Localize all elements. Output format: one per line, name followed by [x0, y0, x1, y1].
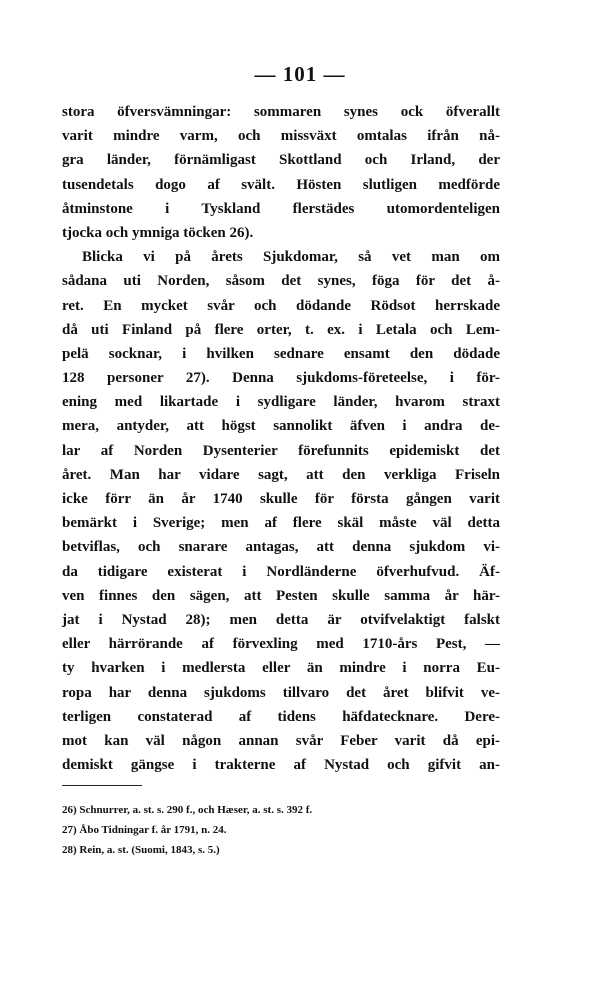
page-number: — 101 —: [254, 62, 346, 86]
text-line: lar af Norden Dysenterier förefunnits epidemiskt det: [62, 442, 500, 459]
text-line: åtminstone i Tyskland flerstädes utomordenteligen: [62, 200, 500, 217]
text-line: tjocka och ymniga töcken 26).: [62, 224, 254, 241]
footnote-divider: [62, 785, 142, 786]
text-line: stora öfversvämningar: sommaren synes ock öfverallt: [62, 104, 500, 120]
text-line: mera, antyder, att högst sannolikt äfven i andra de-: [62, 418, 500, 435]
text-line: pelä socknar, i hvilken sednare ensamt den dödade: [62, 345, 500, 362]
text-line: då uti Finland på flere orter, t. ex. i Letala och Lem-: [62, 321, 500, 338]
text-line: icke förr än år 1740 skulle för första gången varit: [62, 491, 500, 507]
text-line: gra länder, förnämligast Skottland och Irland, der: [62, 152, 500, 169]
text-line: ropa har denna sjukdoms tillvaro det året blifvit ve-: [62, 684, 500, 701]
text-line: mot kan väl någon annan svår Feber varit då epi-: [62, 732, 500, 749]
text-line: bemärkt i Sverige; men af flere skäl måste väl detta: [62, 515, 500, 532]
text-line: demiskt gängse i trakterne af Nystad och gifvit an-: [62, 757, 500, 774]
text-line: sådana uti Norden, såsom det synes, föga för det å-: [62, 273, 500, 290]
text-line: ret. En mycket svår och dödande Rödsot herrskade: [62, 297, 500, 314]
text-line: tusendetals dogo af svält. Hösten slutligen medförde: [62, 176, 500, 193]
text-line: jat i Nystad 28); men detta är otvifvelaktigt falskt: [62, 611, 500, 628]
text-line: året. Man har vidare sagt, att den verkliga Friseln: [62, 466, 500, 483]
text-line: betviflas, och snarare antagas, att denna sjukdom vi-: [62, 539, 500, 556]
text-line: eller härrörande af förvexling med 1710-års Pest, —: [62, 636, 500, 653]
text-line: ening med likartade i sydligare länder, hvarom straxt: [62, 394, 500, 411]
footnote: 27) Åbo Tidningar f. år 1791, n. 24.: [62, 824, 227, 836]
text-line: Blicka vi på årets Sjukdomar, så vet man om: [82, 249, 500, 266]
text-line: ty hvarken i medlersta eller än mindre i norra Eu-: [62, 660, 500, 677]
text-line: terligen constaterad af tidens häfdatecknare. Dere-: [62, 708, 500, 725]
text-line: 128 personer 27). Denna sjukdoms-företeelse, i för-: [62, 370, 500, 387]
footnote: 26) Schnurrer, a. st. s. 290 f., och Hæser, a. st. s. 392 f.: [62, 804, 313, 816]
text-line: da tidigare existerat i Nordländerne öfverhufvud. Äf-: [62, 563, 500, 580]
text-line: ven finnes den sägen, att Pesten skulle samma år här-: [62, 587, 500, 604]
footnotes: [62, 800, 502, 860]
text-line: varit mindre varm, och missväxt omtalas ifrån nå-: [62, 128, 500, 145]
footnote: 28) Rein, a. st. (Suomi, 1843, s. 5.): [62, 844, 220, 856]
body-text: [62, 100, 500, 777]
